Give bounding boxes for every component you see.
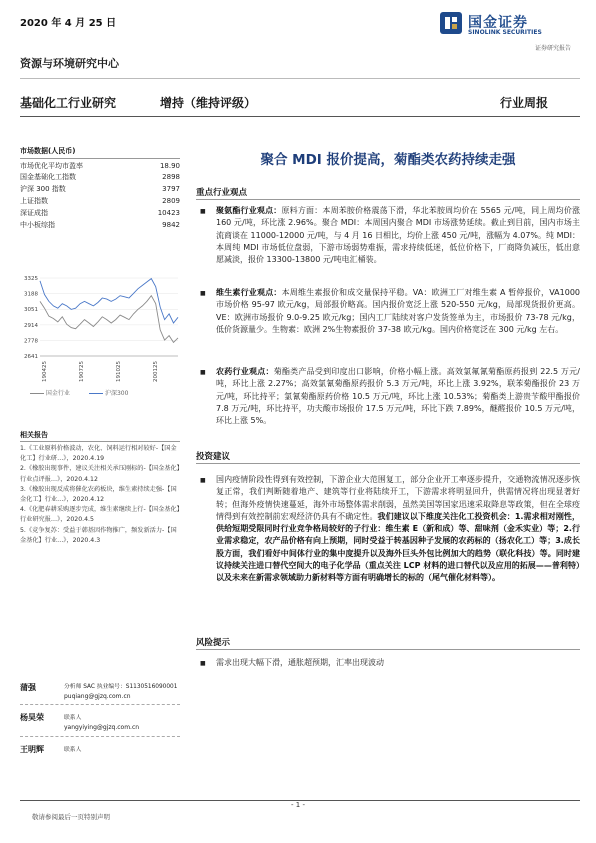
related-report-link[interactable]: 4.《化肥春耕采购逐步完成，维生素继续上行-【国金基化】行业研究报…》，2020.4.5 bbox=[20, 506, 180, 524]
analyst-divider bbox=[20, 736, 180, 737]
market-row: 中小板综指 9842 bbox=[20, 221, 180, 229]
market-row: 上证指数 2809 bbox=[20, 197, 180, 205]
related-reports-list bbox=[20, 444, 180, 546]
paragraph-polyurethane bbox=[216, 205, 580, 266]
report-type: 行业周报 bbox=[500, 96, 549, 110]
report-title: 聚合 MDI 报价提高，菊酯类农药持续走强 bbox=[260, 152, 516, 168]
paragraph-text: 菊酯类产品受到印度出口影响，价格小幅上涨。高效氯氟氰菊酯原药报到 22.5 万元/吨，环比上涨 2.27%；高效氯氰菊酯原药报价 5.3 万元/吨，环比上涨 3.92%，联苯菊酯报价 23 万元/吨，环比持平；氯氰菊酯原药价格 10.5 万元/吨，环比上涨 10.53%；菊酯类上游贵苄酸甲酯报价 7.8 万元/吨，环比持平，功夫酸市场报价 17.5 万元/吨，环比下跌 7.89%，醚醛报价 10.5 万元/吨，环比上涨 5%。 bbox=[216, 367, 581, 426]
paragraph-text: 本周维生素报价和成交量保持平稳。VA：欧洲工厂对维生素 A 暂停报价，VA1000 市场价格 95-97 欧元/kg，局部报价略高。国内报价宽泛上涨 520-550 元/kg，局部现货报价更高。VE：欧洲市场报价 9.0-9.25 欧元/kg；国内工厂陆续对客户发货签单为主，市场报价 73-78 元/kg，低价货源量少。生物素：欧洲 2%生物素报价 37-38 欧元/kg。国内价格宽泛在 300 元/kg 左右。 bbox=[216, 288, 580, 334]
analyst-name: 王明辉 bbox=[20, 745, 44, 754]
sinolink-logo-icon bbox=[440, 12, 462, 34]
related-reports-rule bbox=[20, 441, 180, 442]
disclaimer-text: 敬请参阅最后一页特别声明 bbox=[32, 813, 110, 821]
series-line-hs300 bbox=[40, 279, 178, 323]
x-tick-label: 200125 bbox=[153, 361, 160, 382]
x-tick-label: 190725 bbox=[79, 361, 86, 382]
paragraph-vitamin bbox=[216, 287, 580, 336]
legend-swatch-industry bbox=[30, 393, 44, 394]
header-divider bbox=[20, 78, 580, 79]
industry-name: 基础化工行业研究 bbox=[20, 96, 117, 110]
related-report-link[interactable]: 3.《橡胶出现反成将催化农药板块，维生素持续走强-【国金化工】行业…》，2020.4.12 bbox=[20, 485, 177, 504]
analyst-name: 蒲强 bbox=[20, 683, 36, 692]
market-row: 沪深 300 指数 3797 bbox=[20, 185, 180, 193]
y-tick-label: 2914 bbox=[24, 322, 38, 329]
page-number: - 1 - bbox=[291, 801, 305, 809]
paragraph-text: 国内疫情阶段性得到有效控制，下游企业大范围复工，部分企业开工率逐步提升，交通物流情况逐步恢复正常，我们判断随着地产、建筑等行业将陆续开工，下游需求将明显回升，供需情况将出现显著好转；但海外疫情快速蔓延，海外市场整体需求削弱，虽然美国等国家迅速采取降息等政策，但在全球疫情得到有效控制前宏观经济仍具有不确定性。 bbox=[216, 475, 580, 521]
index-trend-chart bbox=[18, 272, 183, 384]
related-report-link[interactable]: 2.《橡胶出现事件，建议关注相关承压刚标的-【国金基化】行业点评报…》，2020.4.12 bbox=[20, 465, 180, 483]
paragraph-label: 维生素行业观点： bbox=[216, 288, 282, 297]
market-data-heading: 市场数据(人民币) bbox=[20, 147, 76, 155]
y-tick-label: 2641 bbox=[24, 354, 38, 360]
analyst-role: 联系人 bbox=[64, 715, 82, 721]
paragraph-pesticide bbox=[216, 366, 580, 427]
market-row: 深证成指 10423 bbox=[20, 209, 180, 217]
paragraph-risk: 需求出现大幅下滑，通胀超预期，汇率出现波动 bbox=[216, 658, 384, 667]
analyst-email[interactable]: yangyiying@gjzq.com.cn bbox=[64, 724, 140, 731]
paragraph-text: 原料方面：本周苯胺价格震荡下滑，华北苯胺周均价在 5565 元/吨，同上周均价涨 160 元/吨，环比涨 2.96%。聚合 MDI：本周国内聚合 MDI 市场涨势延续。截止到目前，国内市场主流商谈在 11000-12000 元/吨，与 4 月 16 日相比，均价上涨 450 元/吨，涨幅为 4.07%。纯 MDI：本周纯 MDI 市场低位盘弱，下游市场弱势难振，需求持续低迷，低位价格下，厂商降负减压，低出意愿减淡，报价 13300-13800 元/吨电汇桶装。 bbox=[216, 206, 581, 265]
analyst-divider bbox=[20, 704, 180, 705]
paragraph-emphasis: 我们建议以下维度关注化工投资机会：1.需求相对刚性，供给短期受限同时行业竞争格局较好的子行业：维生素 E（新和成）等、甜味剂（金禾实业）等；2.行业需求稳定，农产品价格有向上预期，同时受益于转基因种子发展的农药标的（扬农化工）等；3.成长股方面，我们看好中间体行业的集中度提升以及海外巨头外包比例加大的趋势（联化科技）等。同时建议持续关注进口替代空间大的电子化学品（重点关注 LCP 材料的进口替代以及应用的拓展——普利特）以及未来在新需求领域助力新材料等方面有明确增长的标的（尾气催化材料等）。 bbox=[216, 511, 580, 583]
market-row: 国金基础化工指数 2898 bbox=[20, 173, 180, 181]
legend-swatch-hs300 bbox=[89, 393, 103, 394]
section-rule bbox=[196, 463, 580, 464]
bullet-icon: ■ bbox=[200, 290, 206, 297]
bullet-icon: ■ bbox=[200, 477, 206, 484]
research-center: 资源与环境研究中心 bbox=[20, 57, 119, 70]
paragraph-label: 农药行业观点： bbox=[216, 367, 274, 376]
header-rule bbox=[20, 116, 580, 117]
report-date: 2020 年 4 月 25 日 bbox=[20, 18, 117, 29]
analyst-role: 分析师 SAC 执业编号：S1130516090001 bbox=[64, 684, 178, 690]
section-heading: 投资建议 bbox=[196, 452, 231, 462]
section-rule bbox=[196, 649, 580, 650]
y-tick-label: 2778 bbox=[24, 338, 38, 345]
market-data-rule bbox=[20, 158, 180, 159]
analyst-name: 杨昊荣 bbox=[20, 713, 44, 722]
market-row: 市场优化平均市盈率 18.90 bbox=[20, 162, 180, 170]
section-heading: 重点行业观点 bbox=[196, 188, 248, 198]
y-tick-label: 3051 bbox=[24, 307, 38, 314]
logo-en-text: SINOLINK SECURITIES bbox=[468, 29, 542, 36]
x-tick-label: 190425 bbox=[42, 361, 48, 382]
y-tick-label: 3325 bbox=[24, 276, 38, 282]
analyst-role: 联系人 bbox=[64, 747, 82, 753]
sinolink-logo bbox=[440, 10, 580, 52]
paragraph-label: 聚氨酯行业观点： bbox=[216, 206, 282, 215]
paragraph-investment bbox=[216, 474, 580, 585]
legend-label-hs300: 沪深300 bbox=[104, 390, 129, 397]
related-report-link[interactable]: 5.《竞争复苏：受益于韩基因作物推广，频发新活力-【国金基化】行业…》，2020.4.3 bbox=[20, 526, 177, 544]
x-tick-label: 191025 bbox=[116, 361, 123, 382]
series-line-industry bbox=[40, 296, 178, 343]
related-reports-heading: 相关报告 bbox=[20, 431, 48, 439]
bullet-icon: ■ bbox=[200, 208, 206, 215]
y-tick-label: 3188 bbox=[24, 291, 38, 298]
legend-label-industry: 国金行业 bbox=[45, 390, 70, 397]
bullet-icon: ■ bbox=[200, 660, 206, 667]
section-rule bbox=[196, 199, 580, 200]
analyst-email[interactable]: puqiang@gjzq.com.cn bbox=[64, 693, 131, 700]
logo-cn-text: 国金证券 bbox=[468, 15, 528, 31]
chart-legend bbox=[30, 388, 180, 397]
section-heading: 风险提示 bbox=[196, 638, 231, 648]
related-report-link[interactable]: 1.《工业原料价格波动，农化、饲料运行相对较好-【国金化工】行业研…》，2020.4.19 bbox=[20, 445, 177, 463]
logo-tagline: 证券研究报告 bbox=[535, 45, 572, 52]
bullet-icon: ■ bbox=[200, 369, 206, 376]
industry-rating: 增持（维持评级） bbox=[160, 96, 257, 110]
